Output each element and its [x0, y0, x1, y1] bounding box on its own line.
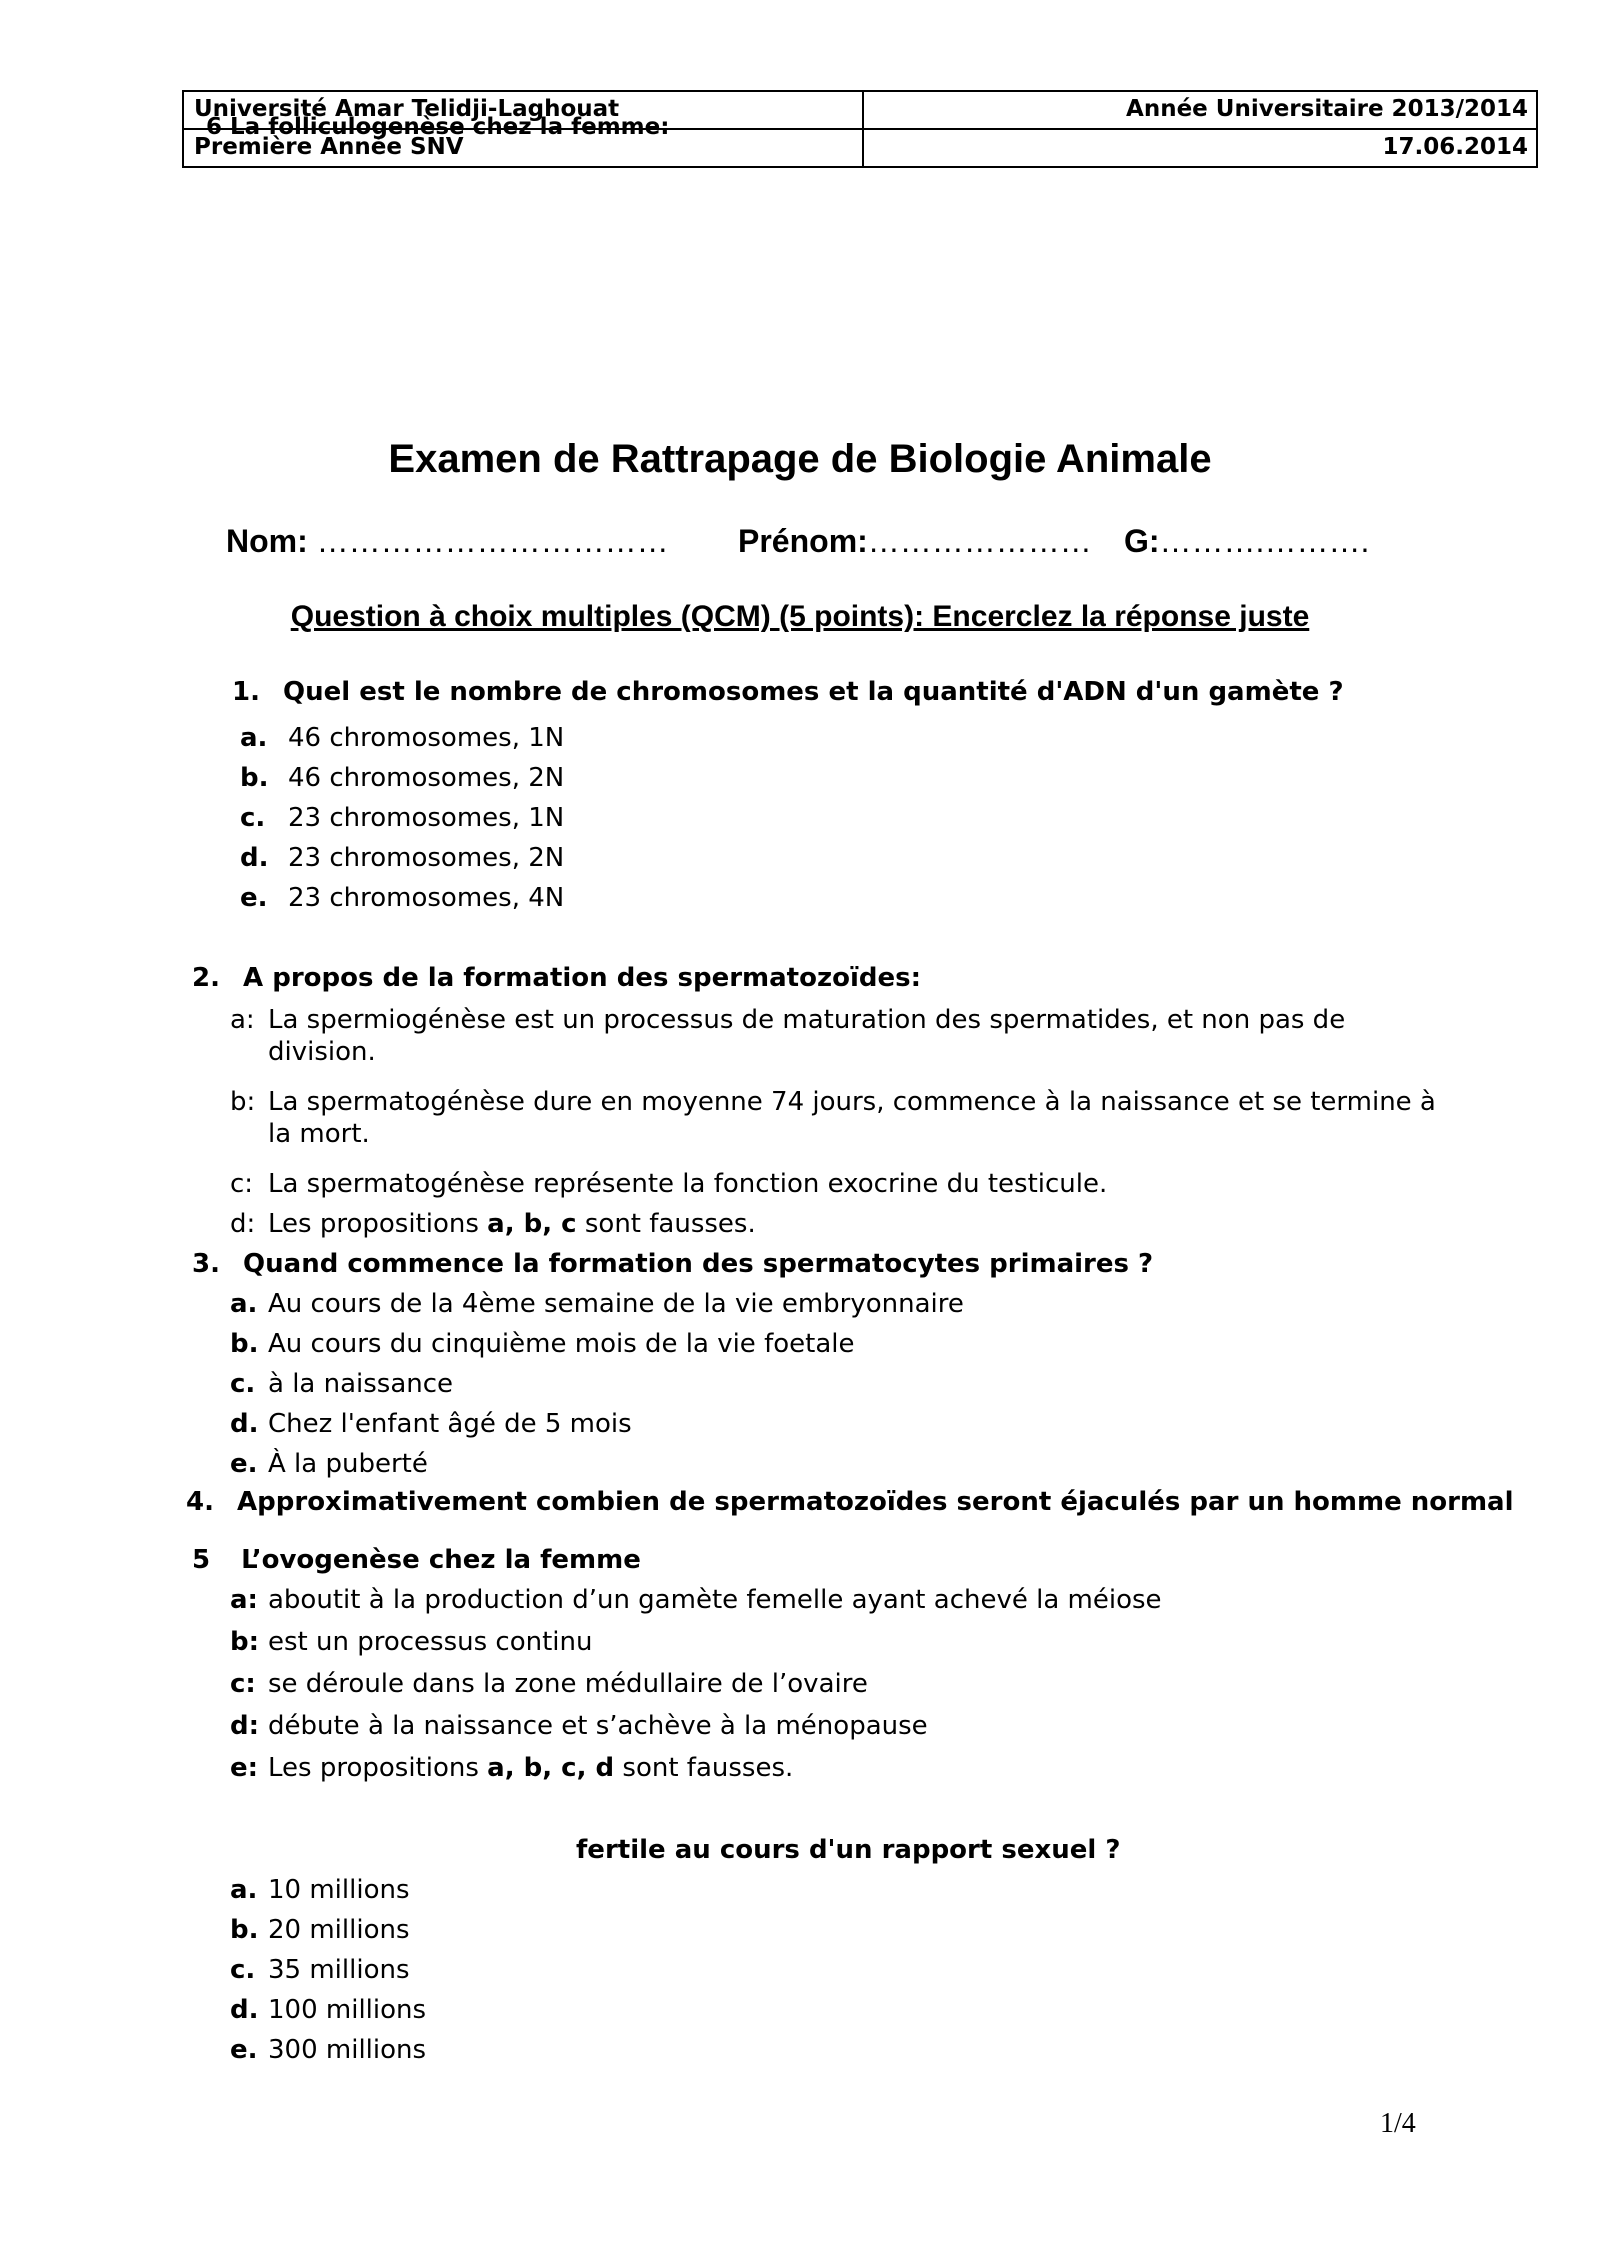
question-text: Quel est le nombre de chromosomes et la quantité d'ADN d'un gamète ? [283, 677, 1344, 707]
group-field [1124, 523, 1369, 560]
study-level: Première Année SNV [194, 134, 464, 160]
page-number: 1/4 [1380, 2108, 1416, 2139]
q2-option-a-text: La spermiogénèse est un processus de maturation des spermatides, et non pas de division. [268, 1005, 1346, 1067]
question-number: 1. [232, 677, 260, 707]
question-4 [186, 1486, 1514, 1518]
q2-option-a-label: a: [230, 1005, 255, 1035]
q5-option-c: c: se déroule dans la zone médullaire de l’ovaire [230, 1669, 868, 1699]
q4-option-c: c. 35 millions [230, 1955, 410, 1985]
nom-field [226, 523, 669, 560]
q1-option-b: b. 46 chromosomes, 2N [240, 763, 565, 793]
q1-option-d: d. 23 chromosomes, 2N [240, 843, 565, 873]
question-text: A propos de la formation des spermatozoïdes: [243, 963, 921, 993]
academic-year: Année Universitaire 2013/2014 [1126, 96, 1528, 122]
nom-dots: …………………………… [316, 523, 669, 559]
q4-option-d: d. 100 millions [230, 1995, 427, 2025]
exam-date: 17.06.2014 [1382, 134, 1528, 160]
q1-option-a: a. 46 chromosomes, 1N [240, 723, 565, 753]
q5-option-d: d: débute à la naissance et s’achève à la ménopause [230, 1711, 928, 1741]
q3-option-d: d. Chez l'enfant âgé de 5 mois [230, 1409, 632, 1439]
q4-option-e: e. 300 millions [230, 2035, 427, 2065]
header-table [182, 90, 1538, 168]
question-number: 2. [192, 963, 220, 993]
question-2 [192, 962, 921, 994]
qcm-heading: Question à choix multiples (QCM) (5 points): Encerclez la réponse juste [290, 600, 1310, 633]
question-text: Quand commence la formation des spermatocytes primaires ? [243, 1249, 1154, 1279]
group-dots: ……….………. [1159, 523, 1370, 559]
q3-option-e: e. À la puberté [230, 1449, 428, 1479]
q2-option-c-text: La spermatogénèse représente la fonction exocrine du testicule. [268, 1169, 1108, 1199]
question-number: 3. [192, 1249, 220, 1279]
question-1 [232, 676, 1344, 708]
q2-option-d-label: d: [230, 1209, 256, 1239]
q2-option-b-text: La spermatogénèse dure en moyenne 74 jours, commence à la naissance et se termine à la mort. [268, 1087, 1436, 1149]
question-3 [192, 1248, 1153, 1280]
question-number: 5 [192, 1545, 211, 1575]
prenom-label: Prénom: [738, 523, 868, 559]
prenom-dots: ………………… [867, 523, 1092, 559]
question-5 [192, 1544, 641, 1576]
q3-option-b: b. Au cours du cinquième mois de la vie foetale [230, 1329, 855, 1359]
q2-option-c-label: c: [230, 1169, 254, 1199]
q2-option-b-label: b: [230, 1087, 256, 1117]
q3-option-a: a. Au cours de la 4ème semaine de la vie embryonnaire [230, 1289, 964, 1319]
q5-option-a: a: aboutit à la production d’un gamète femelle ayant achevé la méiose [230, 1585, 1162, 1615]
question-number: 4. [186, 1487, 214, 1517]
q1-option-e: e. 23 chromosomes, 4N [240, 883, 565, 913]
q2-option-d-text: Les propositions a, b, c sont fausses. [268, 1209, 756, 1239]
question-4-continuation: fertile au cours d'un rapport sexuel ? [576, 1835, 1121, 1865]
question-text: L’ovogenèse chez la femme [241, 1545, 641, 1575]
group-label: G: [1124, 523, 1160, 559]
question-text: Approximativement combien de spermatozoïdes seront éjaculés par un homme normal [237, 1487, 1514, 1517]
q1-option-c: c. 23 chromosomes, 1N [240, 803, 565, 833]
exam-title: Examen de Rattrapage de Biologie Animale [388, 437, 1212, 481]
q3-option-c: c. à la naissance [230, 1369, 454, 1399]
q4-option-b: b. 20 millions [230, 1915, 410, 1945]
overlapping-question-6: 6 La folliculogenèse chez la femme: [206, 114, 670, 140]
q5-option-b: b: est un processus continu [230, 1627, 593, 1657]
university-name: Université Amar Telidji-Laghouat [194, 96, 620, 122]
nom-label: Nom: [226, 523, 308, 559]
q4-option-a: a. 10 millions [230, 1875, 410, 1905]
prenom-field [738, 523, 1092, 560]
q5-option-e: e: Les propositions a, b, c, d sont fausses. [230, 1753, 794, 1783]
